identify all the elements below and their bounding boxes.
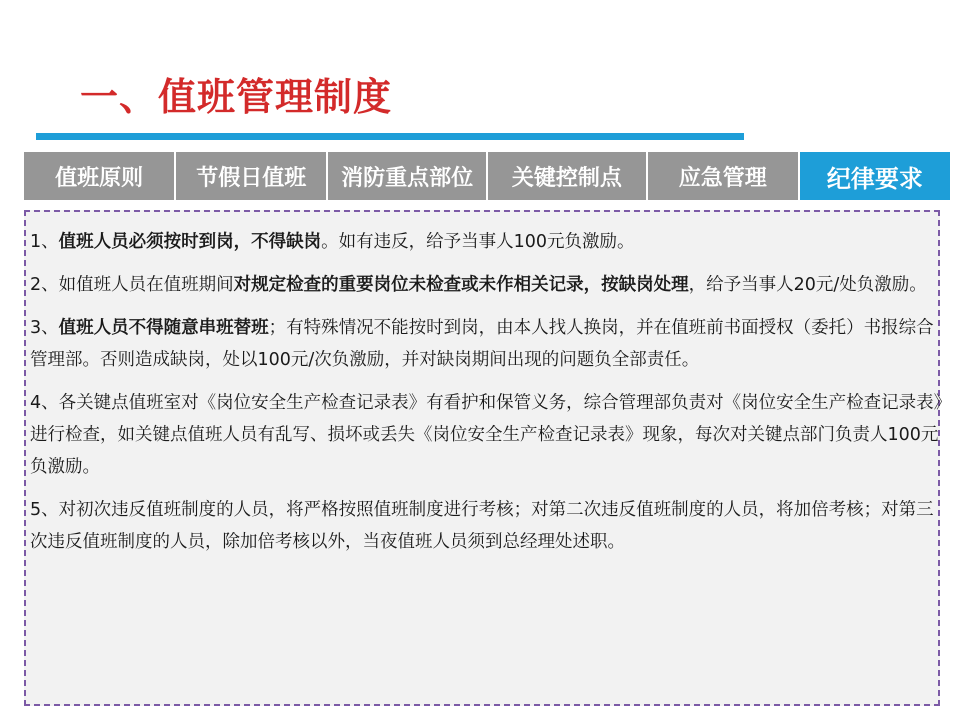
tab-emergency-management[interactable]: 应急管理 — [648, 152, 800, 200]
rules-list — [30, 226, 944, 558]
tab-holiday-duty[interactable]: 节假日值班 — [176, 152, 328, 200]
rule-emphasis: 值班人员不得随意串班替班 — [58, 318, 269, 338]
tab-duty-principles[interactable]: 值班原则 — [24, 152, 176, 200]
rule-item-1 — [30, 226, 944, 258]
tab-fire-key-areas[interactable]: 消防重点部位 — [328, 152, 488, 200]
tab-discipline-requirements[interactable]: 纪律要求 — [800, 152, 950, 200]
rule-item-4 — [30, 387, 944, 483]
rule-prefix: 3、 — [30, 318, 59, 338]
tab-key-control-points[interactable]: 关键控制点 — [488, 152, 648, 200]
page-title: 一、值班管理制度 — [80, 75, 393, 119]
rule-prefix: 2、如值班人员在值班期间 — [30, 275, 234, 295]
rule-text: ；有特殊情况不能按时到岗，由本人找人换岗，并在值班前书面授权（委托）书报综合管理部。否则造成缺岗，处以100元/次负激励，并对缺岗期间出现的问题负全部责任。 — [30, 318, 934, 370]
rule-item-3 — [30, 312, 944, 376]
rule-item-2 — [30, 269, 944, 301]
rule-item-5 — [30, 494, 944, 558]
title-underline — [36, 133, 744, 140]
rule-emphasis: 值班人员必须按时到岗，不得缺岗 — [58, 232, 322, 252]
tab-bar — [24, 152, 950, 200]
rule-text: 5、对初次违反值班制度的人员，将严格按照值班制度进行考核；对第二次违反值班制度的人员，将加倍考核；对第三次违反值班制度的人员，除加倍考核以外，当夜值班人员须到总经理处述职。 — [30, 500, 934, 552]
rule-prefix: 1、 — [30, 232, 59, 252]
rule-text: ，给予当事人20元/处负激励。 — [688, 275, 927, 295]
rule-text: 。如有违反，给予当事人100元负激励。 — [321, 232, 635, 252]
rule-text: 4、各关键点值班室对《岗位安全生产检查记录表》有看护和保管义务，综合管理部负责对《岗位安全生产检查记录表》进行检查，如关键点值班人员有乱写、损坏或丢失《岗位安全生产检查记录表》现象，每次对关键点部门负责人100元负激励。 — [30, 393, 943, 477]
rule-emphasis: 对规定检查的重要岗位未检查或未作相关记录，按缺岗处理 — [233, 275, 689, 295]
